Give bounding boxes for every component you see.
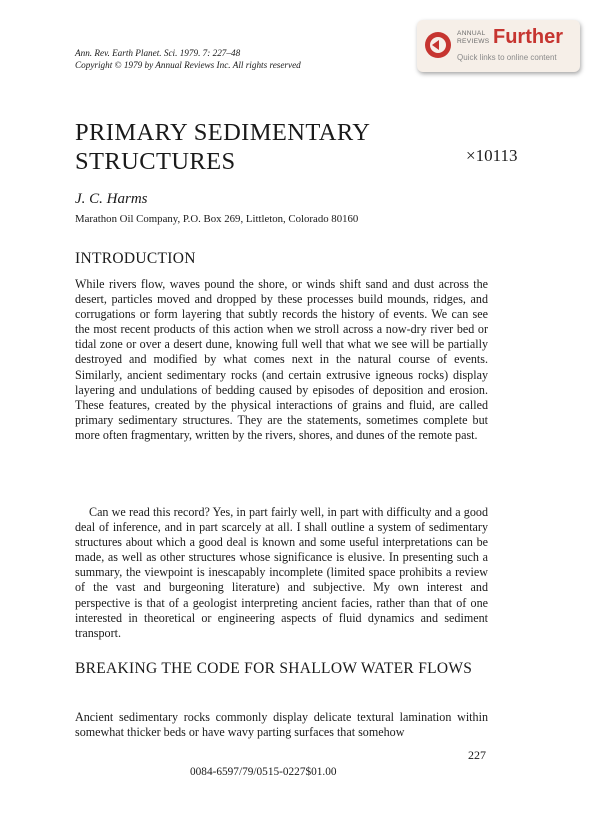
intro-paragraph-1: While rivers flow, waves pound the shore, or winds shift sand and dust across the desert, particles moved and dropped by these processes build mounds, ridges, and corrugations or form layering that subtly records the history of events. We can see the most recent products of this action when we stroll across a now-dry river bed or tidal zone or over a desert dune, knowing full well that what we see will be partially destroyed and modified by what comes next in the natural course of events. Similarly, ancient sedimentary rocks (and certain extrusive igneous rocks) display layering and undulations of bedding caused by episodes of deposition and erosion. These features, created by the physical interactions of grains and fluid, are called primary sedimentary structures. They are the statements, sometimes complete but more often fragmentary, written by the rivers, shores, and dunes of the remote past. xyxy=(75,277,488,442)
breaking-code-paragraph-1: Ancient sedimentary rocks commonly display delicate textural lamination within somewhat thicker beds or have wavy parting surfaces that somehow xyxy=(75,710,488,740)
further-links-badge[interactable] xyxy=(417,20,580,72)
reference-mark: ×10113 xyxy=(466,146,518,165)
author-name: J. C. Harms xyxy=(75,191,148,207)
intro-paragraph-2: Can we read this record? Yes, in part fairly well, in part with difficulty and a good deal of inference, and in part scarcely at all. I shall outline a system of sedimentary structures about which a good deal is known and some useful interpretations can be made, as well as other structures whose significance is elusive. In presenting such a summary, the viewpoint is inescapably incomplete (limited space prohibits a review of the vast and burgeoning literature) and subjective. My own interest and perspective is that of a geologist interpreting ancient facies, rather than that of one interested in theoretical or engineering aspects of fluid dynamics and sediment transport. xyxy=(75,505,488,640)
annual-reviews-logo-icon xyxy=(425,32,451,58)
section-heading-breaking-the-code: BREAKING THE CODE FOR SHALLOW WATER FLOWS xyxy=(75,660,473,677)
journal-citation: Ann. Rev. Earth Planet. Sci. 1979. 7: 227–48 xyxy=(75,48,241,58)
badge-further-label: Further xyxy=(493,26,563,48)
article-title: PRIMARY SEDIMENTARY STRUCTURES xyxy=(75,119,370,175)
section-heading-introduction: INTRODUCTION xyxy=(75,250,196,267)
page-number: 227 xyxy=(468,748,486,762)
author-affiliation: Marathon Oil Company, P.O. Box 269, Littleton, Colorado 80160 xyxy=(75,213,359,225)
footer-code: 0084-6597/79/0515-0227$01.00 xyxy=(190,766,337,778)
badge-brand-label: ANNUAL REVIEWS xyxy=(457,30,490,45)
copyright-notice: Copyright © 1979 by Annual Reviews Inc. All rights reserved xyxy=(75,60,301,70)
badge-subtitle: Quick links to online content xyxy=(457,53,557,62)
journal-header xyxy=(75,47,301,71)
